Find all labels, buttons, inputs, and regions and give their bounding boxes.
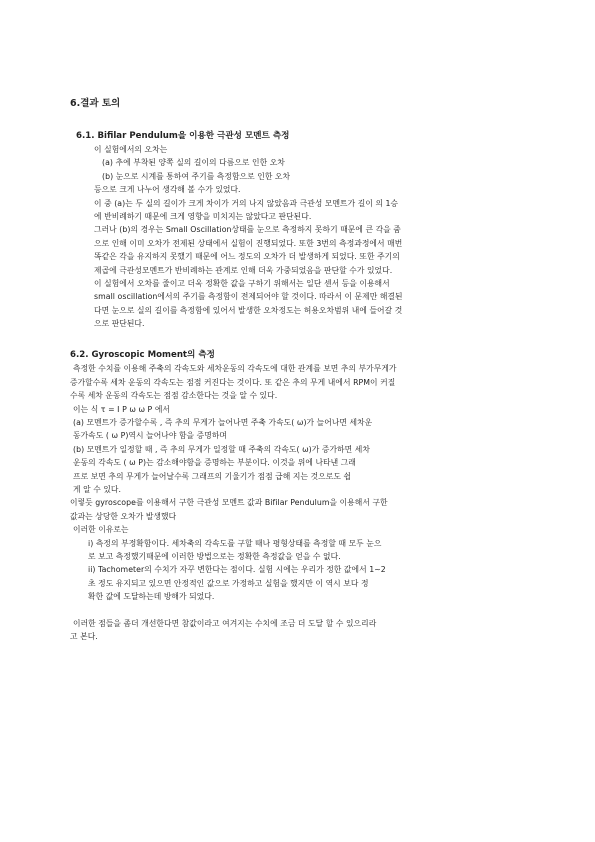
paragraph-line: 이 중 (a)는 두 실의 길이가 크게 차이가 거의 나지 않았음과 극관성 모멘트가 길이 의 1승 [94, 198, 399, 208]
section-heading: 6.1. Bifilar Pendulum을 이용한 극관성 모멘트 측정 [76, 131, 290, 141]
paragraph-line: 다면 눈으로 실의 길이를 측정함에 있어서 발생한 오차정도는 허용오차범위 내에 들어갈 것 [94, 305, 403, 315]
paragraph-line: 증가할수록 세차 운동의 각속도는 점점 커진다는 것이다. 또 같은 추의 무게 내에서 RPM이 커질 [70, 377, 396, 387]
spacer [70, 604, 540, 617]
paragraph-line: 프로 보면 추의 무게가 늘어날수록 그래프의 기울기가 점점 급해 지는 것으로도 쉽 [73, 471, 352, 481]
paragraph-line: 이 실험에서 오차를 줄이고 더욱 정확한 값을 구하기 위해서는 일단 센서 등을 이용해서 [94, 278, 390, 288]
section-heading: 6.2. Gyroscopic Moment의 측정 [70, 350, 215, 361]
page-title: 6.결과 토의 [70, 98, 121, 109]
paragraph-line: 으로 판단된다. [94, 319, 145, 329]
paragraph-line: 수록 세차 운동의 각속도는 점점 감소한다는 것을 알 수 있다. [70, 391, 278, 401]
paragraph-line: 이러한 이유로는 [73, 525, 129, 535]
list-item: ii) Tachometer의 수치가 자꾸 변한다는 점이다. 실험 시에는 우리가 정한 값에서 1~2 [88, 565, 386, 575]
paragraph-line: (a) 추에 부착된 양쪽 실의 길이의 다름으로 인한 오차 [102, 158, 285, 168]
paragraph-line: 동가속도 ( ω P)역시 늘어나야 함을 증명하며 [73, 431, 227, 441]
list-item-continuation: 초 정도 유지되고 있으면 안정적인 값으로 가정하고 실험을 했지만 이 역시 보다 정 [88, 578, 369, 588]
paragraph-line: 이 실험에서의 오차는 [94, 145, 168, 154]
paragraph-line: 이렇듯 gyroscope를 이용해서 구한 극관성 모멘트 값과 Bifilar Pendulum을 이용해서 구한 [70, 498, 388, 508]
paragraph-line: (b) 눈으로 시계를 통하여 주기를 측정함으로 인한 오차 [102, 171, 291, 181]
document-body [70, 97, 540, 643]
paragraph-line: 등으로 크게 나누어 생각해 볼 수가 있었다. [94, 185, 241, 195]
section-gyroscopic-moment [70, 349, 540, 643]
paragraph-line: 으로 인해 이미 오차가 전제된 상태에서 실험이 진행되었다. 또한 3번의 측정과정에서 매번 [94, 238, 403, 248]
paragraph-line: (a) 모멘트가 증가할수록 , 즉 추의 무게가 늘어나면 주축 가속도( ω)가 늘어나면 세차운 [73, 418, 373, 428]
paragraph-line: 에 반비례하기 때문에 크게 영향을 미치지는 않았다고 판단된다. [94, 211, 312, 221]
paragraph-line: 그러나 (b)의 경우는 Small Oscillation상태를 눈으로 측정하지 못하기 때문에 큰 각을 줌 [94, 225, 401, 235]
paragraph-line: 값과는 상당한 오차가 발생했다 [70, 511, 177, 521]
formula-line: 이는 식 τ = I P ω ω P 에서 [73, 404, 171, 414]
paragraph-line: 고 본다. [70, 631, 98, 641]
paragraph-line: 제곱에 극관성모멘트가 반비례하는 관계로 인해 더욱 가중되었음을 판단할 수가 있었다. [94, 265, 393, 275]
paragraph-line: 똑같은 각을 유지하지 못했기 때문에 어느 정도의 오차가 더 발생하게 되었다. 또한 주기의 [94, 252, 400, 262]
list-item: i) 측정의 부정확함이다. 세차축의 각속도를 구할 때나 평형상태를 측정할 때 모두 눈으 [88, 538, 382, 548]
paragraph-line: 측정한 수치를 이용해 주축의 각속도와 세차운동의 각속도에 대한 관계를 보면 추의 부가무게가 [73, 364, 397, 374]
paragraph-line: 운동의 각속도 ( ω P)는 감소해야함을 증명하는 부분이다. 이것을 위에 나타낸 그래 [73, 458, 356, 468]
paragraph-line: 이러한 점들을 좀더 개선한다면 참값이라고 여겨지는 수치에 조금 더 도달 할 수 있으리라 [73, 618, 377, 628]
list-item-continuation: 로 보고 측정했기때문에 이러한 방법으로는 정확한 측정값을 얻을 수 없다. [88, 551, 341, 561]
paragraph-line: (b) 모멘트가 일정할 때 , 즉 추의 무게가 일정할 때 주축의 각속도( ω)가 증가하면 세차 [73, 444, 370, 454]
paragraph-line: 게 알 수 있다. [73, 484, 122, 494]
section-bifilar-pendulum [76, 130, 540, 330]
list-item-continuation: 확한 값에 도달하는데 방해가 되었다. [88, 592, 215, 602]
paragraph-line: small oscillation에서의 주기를 측정함이 전제되어야 할 것이다. 따라서 이 문제만 해결된 [94, 292, 403, 302]
